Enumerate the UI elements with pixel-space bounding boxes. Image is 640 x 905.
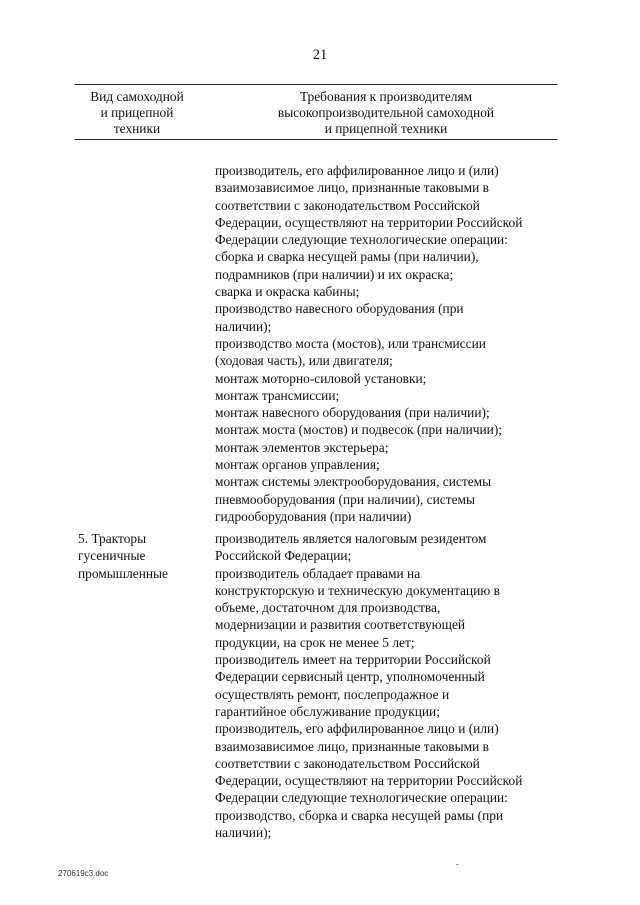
text-line: Федерации следующие технологические операции: — [215, 232, 508, 248]
text-line: монтаж моста (мостов) и подвесок (при наличии); — [215, 422, 503, 438]
text-line: взаимозависимое лицо, признанные таковыми в — [215, 180, 489, 196]
text-line: производитель, его аффилированное лицо и (или) — [215, 721, 499, 737]
page-number: 21 — [312, 47, 328, 63]
text-line: (ходовая часть), или двигателя; — [215, 353, 393, 369]
text-line: сборка и сварка несущей рамы (при наличии), — [215, 249, 479, 265]
text-line: пневмооборудования (при наличии), системы — [215, 491, 475, 507]
text-line: сварка и окраска кабины; — [215, 284, 360, 300]
header-line: и прицепной техники — [324, 121, 448, 136]
text-line: производство, сборка и сварка несущей рамы (при — [215, 807, 504, 823]
header-line: Требования к производителям — [299, 89, 473, 104]
text-line: наличии); — [215, 318, 272, 334]
text-line: соответствии с законодательством Российской — [215, 755, 480, 771]
text-line: монтаж трансмиссии; — [215, 387, 340, 403]
label-line: промышленные — [78, 565, 168, 581]
text-line: производитель является налоговым резидентом — [215, 531, 487, 546]
text-line: монтаж моторно-силовой установки; — [215, 370, 427, 386]
text-line: взаимозависимое лицо, признанные таковыми в — [215, 738, 489, 754]
table-header — [75, 84, 557, 140]
text-line: Федерации следующие технологические операции: — [215, 790, 508, 806]
continuation-requirements — [215, 162, 560, 525]
text-line: подрамников (при наличии) и их окраска; — [215, 266, 454, 282]
scan-speck — [456, 864, 459, 865]
text-line: конструкторскую и техническую документацию в — [215, 582, 500, 598]
text-line: гидрооборудования (при наличии) — [215, 508, 412, 524]
label-line: гусеничные — [78, 548, 146, 564]
header-vehicle-type — [75, 89, 199, 137]
header-line: техники — [113, 121, 161, 136]
text-line: монтаж элементов экстерьера; — [215, 439, 389, 455]
header-line: высокопроизводительной самоходной — [277, 105, 495, 120]
text-line: Российской Федерации; — [215, 548, 352, 564]
text-line: продукции, на срок не менее 5 лет; — [215, 634, 415, 650]
text-line: монтаж системы электрооборудования, системы — [215, 474, 492, 490]
text-line: производитель, его аффилированное лицо и (или) — [215, 163, 499, 178]
text-line: Федерации, осуществляют на территории Российской — [215, 773, 523, 789]
text-line: гарантийное обслуживание продукции; — [215, 703, 440, 719]
text-line: производство моста (мостов), или трансмиссии — [215, 335, 486, 351]
text-line: соответствии с законодательством Российской — [215, 197, 480, 213]
header-line: и прицепной — [100, 105, 174, 120]
header-requirements — [215, 89, 557, 137]
row-5-requirements — [215, 530, 560, 841]
text-line: монтаж органов управления; — [215, 457, 380, 473]
label-line: 5. Тракторы — [78, 531, 147, 546]
row-5-label — [78, 530, 203, 582]
text-line: Федерации, осуществляют на территории Российской — [215, 214, 523, 230]
footer-file-code: 270619c3.doc — [58, 869, 109, 878]
text-line: Федерации сервисный центр, уполномоченный — [215, 669, 485, 685]
text-line: наличии); — [215, 825, 272, 841]
text-line: объеме, достаточном для производства, — [215, 600, 441, 616]
text-line: производство навесного оборудования (при — [215, 301, 464, 317]
text-line: производитель имеет на территории Российской — [215, 652, 491, 668]
text-line: осуществлять ремонт, послепродажное и — [215, 686, 450, 702]
header-line: Вид самоходной — [90, 89, 184, 104]
text-line: производитель обладает правами на — [215, 565, 421, 581]
text-line: модернизации и развития соответствующей — [215, 617, 466, 633]
text-line: монтаж навесного оборудования (при наличии); — [215, 405, 490, 421]
